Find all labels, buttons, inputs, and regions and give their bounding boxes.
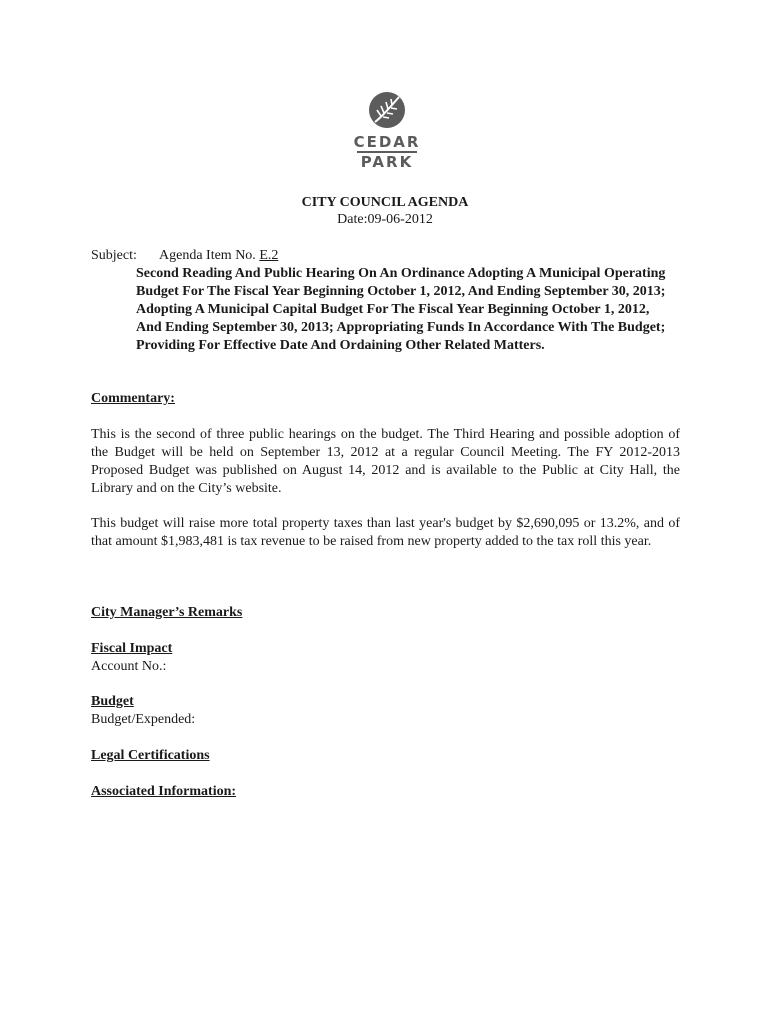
legal-certifications-heading: Legal Certifications (91, 748, 210, 763)
commentary-paragraph-1: This is the second of three public hearings on the budget. The Third Hearing and possible adoption of the Budget will be held on September 13, 2012 at a regular Council Meeting. The FY 2012-2013 Proposed Budget was published on August 14, 2012 and is available to the Public at City Hall, the Library and on the City’s website. (91, 427, 680, 496)
cedar-park-logo (353, 92, 421, 170)
commentary-paragraph-2: This budget will raise more total property taxes than last year's budget by $2,690,095 or 13.2%, and of that amount $1,983,481 is tax revenue to be raised from new property added to the tax roll this year. (91, 516, 680, 549)
associated-information-heading: Associated Information: (91, 784, 237, 799)
agenda-date: Date:09-06-2012 (337, 212, 433, 227)
subject-description: Second Reading And Public Hearing On An Ordinance Adopting A Municipal Operating Budget For The Fiscal Year Beginning October 1, 2012, And Ending September 30, 2013; Adopting A Municipal Capital Budget For The Fiscal Year Beginning October 1, 2012, And Ending September 30, 2013; Appropriating Funds In Accordance With The Budget; Providing For Effective Date And Ordaining Other Related Matters. (136, 266, 666, 353)
city-manager-remarks-heading: City Manager’s Remarks (91, 605, 243, 620)
logo-word-cedar: CEDAR (353, 133, 421, 151)
agenda-item-number: E.2 (259, 248, 279, 263)
commentary-heading: Commentary: (91, 391, 175, 406)
fiscal-impact-heading: Fiscal Impact (91, 641, 173, 656)
account-number-label: Account No.: (91, 659, 167, 674)
budget-expended-label: Budget/Expended: (91, 712, 196, 727)
logo-word-park: PARK (360, 153, 414, 171)
subject-label: Subject: (91, 248, 137, 263)
page-title: CITY COUNCIL AGENDA (301, 195, 469, 210)
cedar-branch-icon (369, 92, 405, 128)
budget-heading: Budget (91, 694, 134, 709)
agenda-item-prefix: Agenda Item No. (159, 248, 260, 263)
agenda-item (159, 248, 278, 264)
